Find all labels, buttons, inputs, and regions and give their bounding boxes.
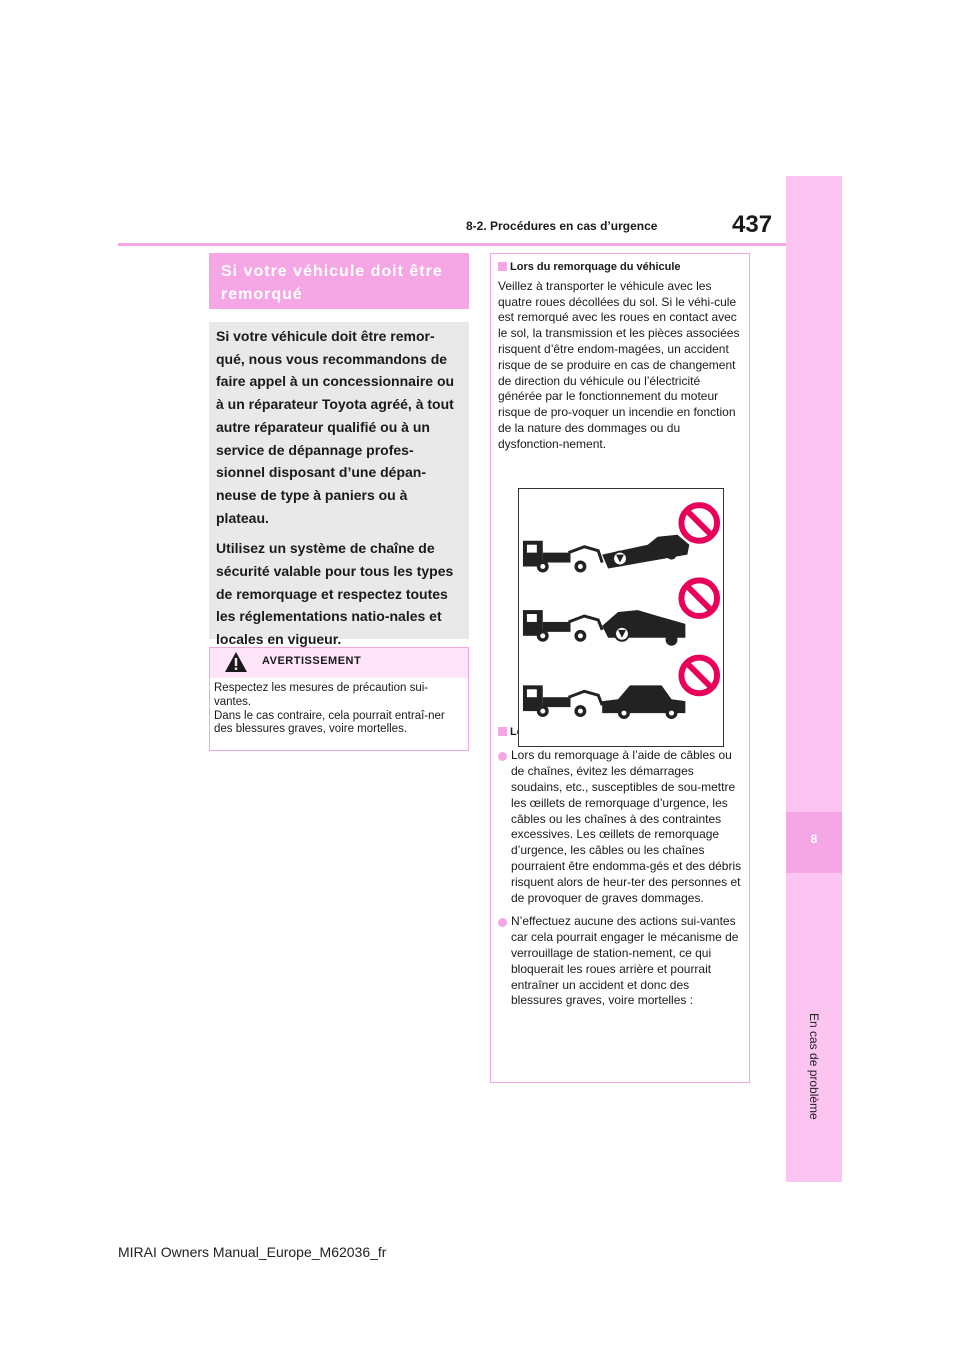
warning-text (210, 678, 468, 737)
prohibited-icon (681, 505, 717, 541)
chapter-number: 8 (810, 832, 818, 846)
round-bullet-icon (498, 752, 507, 761)
warning-text-1: Respectez les mesures de précaution sui-vantes. (214, 682, 429, 708)
car-icon (602, 685, 685, 719)
round-bullet-icon (498, 918, 507, 927)
intro-paragraph-1: Si votre véhicule doit être remor-qué, nous vous recommandons de faire appel à un concessionnaire ou à un réparateur Toyota agréé, à tout autre réparateur qualifié ou à un service de dépannage profes-sionnel disposant d’une dépan-neuse de type à paniers ou à plateau. (216, 328, 455, 526)
car-icon (602, 535, 689, 569)
tow-truck-icon (523, 541, 602, 573)
car-icon (602, 610, 685, 646)
warning-title: AVERTISSEMENT (262, 655, 362, 667)
footer-manual-id: MIRAI Owners Manual_Europe_M62036_fr (118, 1244, 387, 1260)
section-title: Si votre véhicule doit être remorqué (209, 253, 469, 309)
bullet-cables-chains: Lors du remorquage à l’aide de câbles ou de chaînes, évitez les démarrages soudains, etc., susceptibles de sou-mettre les œillets de remorquage d’urgence, les câbles ou les chaînes à des contraintes excessives. Les œillets de remorquage d’urgence, les câbles ou les chaînes pourraient être endomma-gés et des débris risquent alors de heur-ter des personnes et de provoquer de graves dommages. (498, 748, 742, 906)
heading-towing-vehicle: Lors du remorquage du véhicule (498, 260, 742, 276)
page-number: 437 (732, 211, 773, 238)
prohibited-icon (681, 580, 717, 616)
tow-truck-icon (523, 685, 602, 717)
bullet-parking-lock: N’effectuez aucune des actions sui-vantes car cela pourrait engager le mécanisme de verrouillage de station-nement, ce qui bloquerait les roues arrière et pourrait entraîner un accident et donc des blessures graves, voire mortelles : (498, 914, 742, 1009)
towing-vehicle-paragraph: Veillez à transporter le véhicule avec les quatre roues décollées du sol. Si le véhi-cule est remorqué avec les roues en contact avec le sol, la transmission et les pièces associées risquent d’être endom-magées, un accident risque de se produire en cas de changement de direction du véhicule ou l’électricité générée par le fonctionnement du moteur risque de pro-voquer un incendie en fonction de la nature des dommages ou du dysfonction-nement. (498, 278, 740, 451)
warning-text-2: Dans le cas contraire, cela pourrait entraî-ner des blessures graves, voire mortelles. (214, 709, 445, 736)
square-bullet-icon (498, 727, 507, 736)
warning-box (209, 647, 469, 751)
header-rule (118, 243, 786, 246)
tow-truck-icon (523, 610, 602, 642)
square-bullet-icon (498, 262, 507, 271)
warning-header (210, 648, 468, 678)
chapter-label: En cas de problème (807, 1013, 821, 1120)
intro-paragraph-2: Utilisez un système de chaîne de sécurité valable pour tous les types de remorquage et respectez toutes les réglementations natio-nales et locales en vigueur. (216, 540, 454, 648)
warning-triangle-icon (224, 651, 248, 673)
towing-prohibited-illustration (518, 488, 724, 747)
prohibited-icon (681, 658, 717, 694)
intro-box (209, 322, 469, 648)
heading-towing: Lors du remorquage (498, 725, 742, 741)
section-label: 8-2. Procédures en cas d’urgence (466, 219, 658, 233)
